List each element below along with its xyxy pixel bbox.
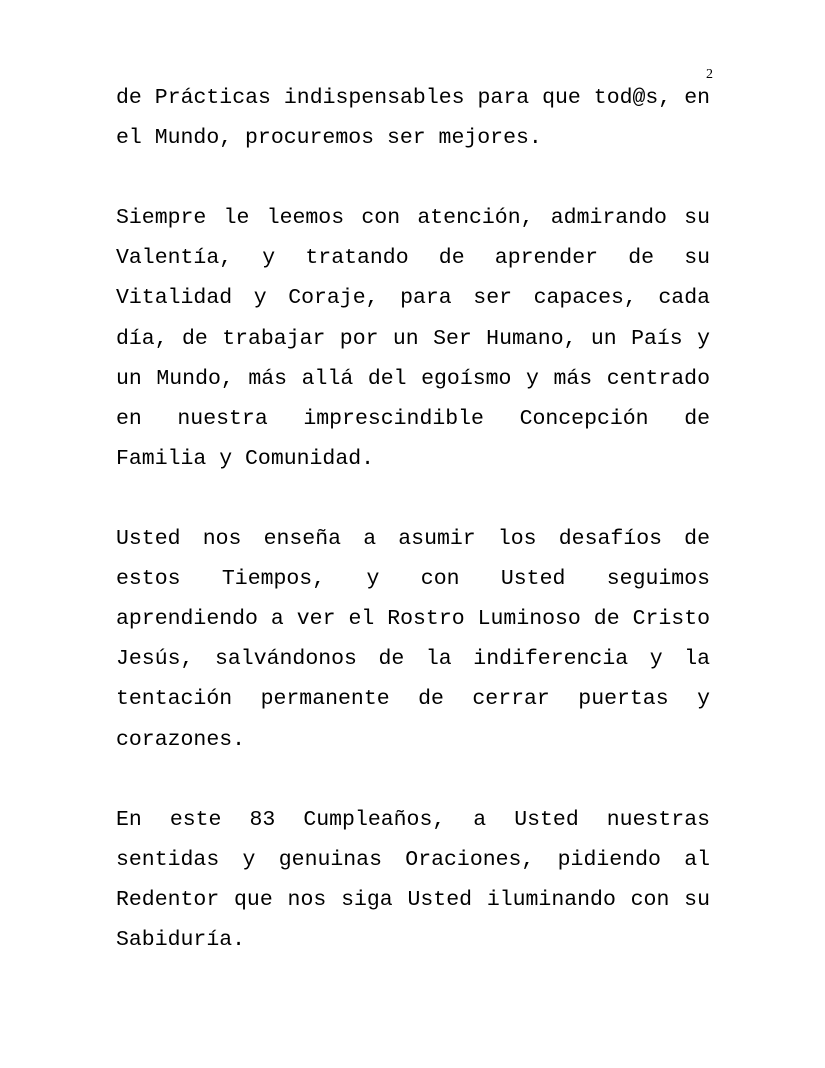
paragraph-2: Siempre le leemos con atención, admirando su Valentía, y tratando de aprender de su Vitalidad y Coraje, para ser capaces, cada día, de trabajar por un Ser Humano, un País y un Mundo, más allá del egoísmo y más centrado en nuestra imprescindible Concepción de Familia y Comunidad.: [116, 206, 710, 471]
paragraph-3: Usted nos enseña a asumir los desafíos de estos Tiempos, y con Usted seguimos aprendiendo a ver el Rostro Luminoso de Cristo Jesús, salvándonos de la indiferencia y la tentación permanente de cerrar puertas y corazones.: [116, 527, 710, 752]
paragraph-4: En este 83 Cumpleaños, a Usted nuestras sentidas y genuinas Oraciones, pidiendo al Redentor que nos siga Usted iluminando con su Sabiduría.: [116, 807, 710, 952]
letter-body: [116, 78, 710, 960]
page-number: 2: [706, 67, 713, 82]
paragraph-1: de Prácticas indispensables para que tod@s, en el Mundo, procuremos ser mejores.: [116, 86, 710, 151]
